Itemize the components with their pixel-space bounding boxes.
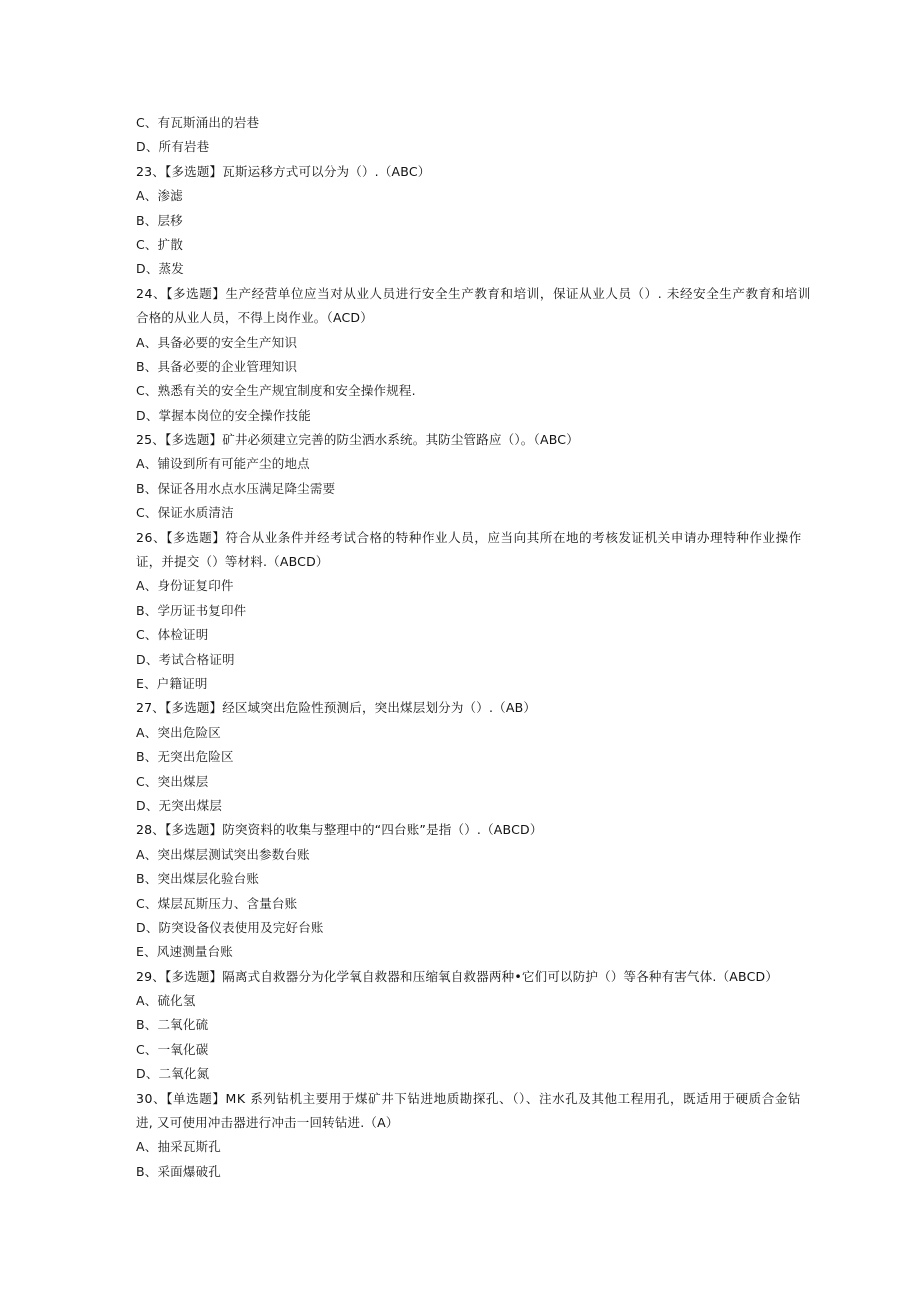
option-c: C、煤层瓦斯压力、含量台账 bbox=[136, 895, 298, 911]
option-a: A、身份证复印件 bbox=[136, 578, 234, 594]
option-d: D、掌握本岗位的安全操作技能 bbox=[136, 407, 311, 423]
question-26: 26、【多选题】符合从业条件并经考试合格的特种作业人员，应当向其所在地的考核发证机关申请办理特种作业操作 bbox=[136, 529, 802, 545]
question-27: 27、【多选题】经区域突出危险性预测后，突出煤层划分为（）.（AB） bbox=[136, 700, 537, 716]
option-d: D、考试合格证明 bbox=[136, 651, 235, 667]
question-26-continued: 证，并提交（）等材料.（ABCD） bbox=[136, 554, 329, 570]
option-d: D、蒸发 bbox=[136, 261, 184, 277]
option-c: C、保证水质清洁 bbox=[136, 505, 234, 521]
option-a: A、渗滤 bbox=[136, 188, 183, 204]
option-c: C、熟悉有关的安全生产规宜制度和安全操作规程. bbox=[136, 383, 416, 399]
question-28: 28、【多选题】防突资料的收集与整理中的“四台账”是指（）.（ABCD） bbox=[136, 822, 543, 838]
option-a: A、抽采瓦斯孔 bbox=[136, 1139, 221, 1155]
question-24: 24、【多选题】生产经营单位应当对从业人员进行安全生产教育和培训，保证从业人员（）. 未经安全生产教育和培训 bbox=[136, 285, 812, 301]
option-d: D、无突出煤层 bbox=[136, 797, 223, 813]
option-d: D、二氧化氮 bbox=[136, 1066, 210, 1082]
option-a: A、硫化氢 bbox=[136, 993, 196, 1009]
option-a: A、铺设到所有可能产尘的地点 bbox=[136, 456, 310, 472]
question-29: 29、【多选题】隔离式自救器分为化学氧自救器和压缩氧自救器两种•它们可以防护（）等各种有害气体.（ABCD） bbox=[136, 968, 779, 984]
option-a: A、突出煤层测试突出参数台账 bbox=[136, 846, 310, 862]
option-e: E、户籍证明 bbox=[136, 675, 208, 691]
question-30: 30、【单选题】MK 系列钻机主要用于煤矿井下钻进地质勘探孔、（）、注水孔及其他工程用孔，既适用于硬质合金钻 bbox=[136, 1090, 802, 1106]
option-b: B、层移 bbox=[136, 212, 183, 228]
option-a: A、突出危险区 bbox=[136, 724, 221, 740]
question-30-continued: 进, 又可使用冲击器进行冲击一回转钻进.（A） bbox=[136, 1115, 399, 1131]
option-b: B、无突出危险区 bbox=[136, 749, 234, 765]
question-25: 25、【多选题】矿井必须建立完善的防尘洒水系统。其防尘管路应（）。（ABC） bbox=[136, 432, 579, 448]
document-page bbox=[136, 111, 812, 1184]
option-23c: C、有瓦斯涌出的岩巷 bbox=[136, 115, 260, 130]
option-c: C、体检证明 bbox=[136, 627, 209, 643]
option-c: C、突出煤层 bbox=[136, 773, 209, 789]
option-c: C、扩散 bbox=[136, 236, 184, 252]
option-c: C、一氧化碳 bbox=[136, 1041, 209, 1057]
option-d: D、防突设备仪表使用及完好台账 bbox=[136, 919, 324, 935]
option-b: B、采面爆破孔 bbox=[136, 1163, 221, 1179]
question-23: 23、【多选题】瓦斯运移方式可以分为（）.（ABC） bbox=[136, 163, 431, 179]
option-a: A、具备必要的安全生产知识 bbox=[136, 334, 298, 350]
option-b: B、学历证书复印件 bbox=[136, 602, 247, 618]
option-b: B、保证各用水点水压满足降尘需要 bbox=[136, 480, 336, 496]
option-b: B、二氧化硫 bbox=[136, 1017, 209, 1033]
option-b: B、突出煤层化验台账 bbox=[136, 871, 260, 887]
option-b: B、具备必要的企业管理知识 bbox=[136, 358, 298, 374]
question-24-continued: 合格的从业人员，不得上岗作业。（ACD） bbox=[136, 310, 373, 326]
option-23d: D、所有岩巷 bbox=[136, 139, 210, 155]
option-e: E、风速测量台账 bbox=[136, 944, 233, 960]
